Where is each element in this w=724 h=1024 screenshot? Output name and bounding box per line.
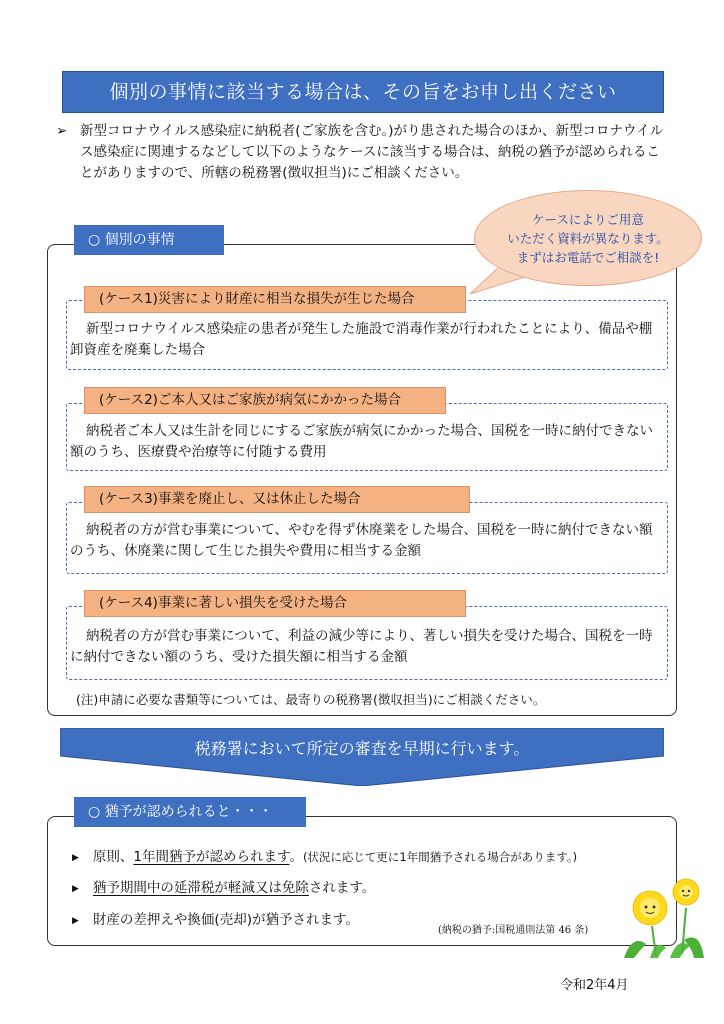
bullet-triangle-icon: ▶ [72,853,79,863]
case-3-text: 納税者の方が営む事業について、やむを得ず休廃業をした場合、国税を一時に納付できない額のうち、休廃業に関して生じた損失や費用に相当する金額 [70,522,653,559]
benefit-2-suffix: されます。 [308,880,376,896]
benefit-item-3 [72,910,359,932]
case-4-heading: (ケース4)事業に著しい損失を受けた場合 [84,590,466,617]
benefit-item-2 [72,878,375,900]
arrow-bullet-icon: ➢ [56,123,68,139]
dandelion-illustration-icon [620,878,708,960]
bubble-line: ケースによりご用意 [532,211,644,227]
benefit-item-1 [72,847,577,869]
case-2-heading: (ケース2)ご本人又はご家族が病気にかかった場合 [84,387,446,414]
section-label-benefits: ○ 猶予が認められると・・・ [74,797,306,827]
case-4-text: 納税者の方が営む事業について、利益の減少等により、著しい損失を受けた場合、国税を一時に納付できない額のうち、受けた損失額に相当する金額 [70,628,653,665]
consultation-note: (注)申請に必要な書類等については、最寄りの税務署(徴収担当)にご相談ください。 [76,692,546,707]
bullet-triangle-icon: ▶ [72,916,79,926]
screening-banner-text: 税務署において所定の審査を早期に行います。 [194,739,530,758]
case-3-heading: (ケース3)事業を廃止し、又は休止した場合 [84,486,470,513]
benefit-2-emphasis: 猶予期間中の延滞税が軽減又は免除 [92,880,309,896]
benefit-1-prefix: 原則、 [92,849,134,865]
bubble-line: いただく資料が異なります。 [507,230,669,246]
bullet-triangle-icon: ▶ [72,884,79,894]
legal-reference: (納税の猶予:国税通則法第 46 条) [438,925,589,936]
benefit-1-suffix: 。 [289,849,303,865]
section-label-individual-circumstances: ○ 個別の事情 [74,225,224,255]
benefit-3-text: 財産の差押えや換価(売却)が猶予されます。 [92,912,359,928]
case-2-text: 納税者ご本人又は生計を同じにするご家族が病気にかかった場合、国税を一時に納付できない額のうち、医療費や治療等に付随する費用 [70,423,653,460]
intro-text: 新型コロナウイルス感染症に納税者(ご家族を含む。)がり患された場合のほか、新型コロナウイルス感染症に関連するなどして以下のようなケースに該当する場合は、納税の猶予が認められることがありますので、所轄の税務署(徴収担当)にご相談ください。 [80,123,664,181]
benefit-1-emphasis: 1年間猶予が認められます [133,849,290,865]
benefit-1-extension-note: (状況に応じて更に1年間猶予される場合があります。) [302,850,578,864]
consultation-bubble [474,190,702,286]
case-1-heading: (ケース1)災害により財産に相当な損失が生じた場合 [84,286,466,313]
bubble-line: まずはお電話でご相談を! [516,249,660,265]
issue-date: 令和2年4月 [560,978,629,993]
case-1-text: 新型コロナウイルス感染症の患者が発生した施設で消毒作業が行われたことにより、備品や棚卸資産を廃棄した場合 [70,321,653,358]
page-title: 個別の事情に該当する場合は、その旨をお申し出ください [62,71,664,113]
